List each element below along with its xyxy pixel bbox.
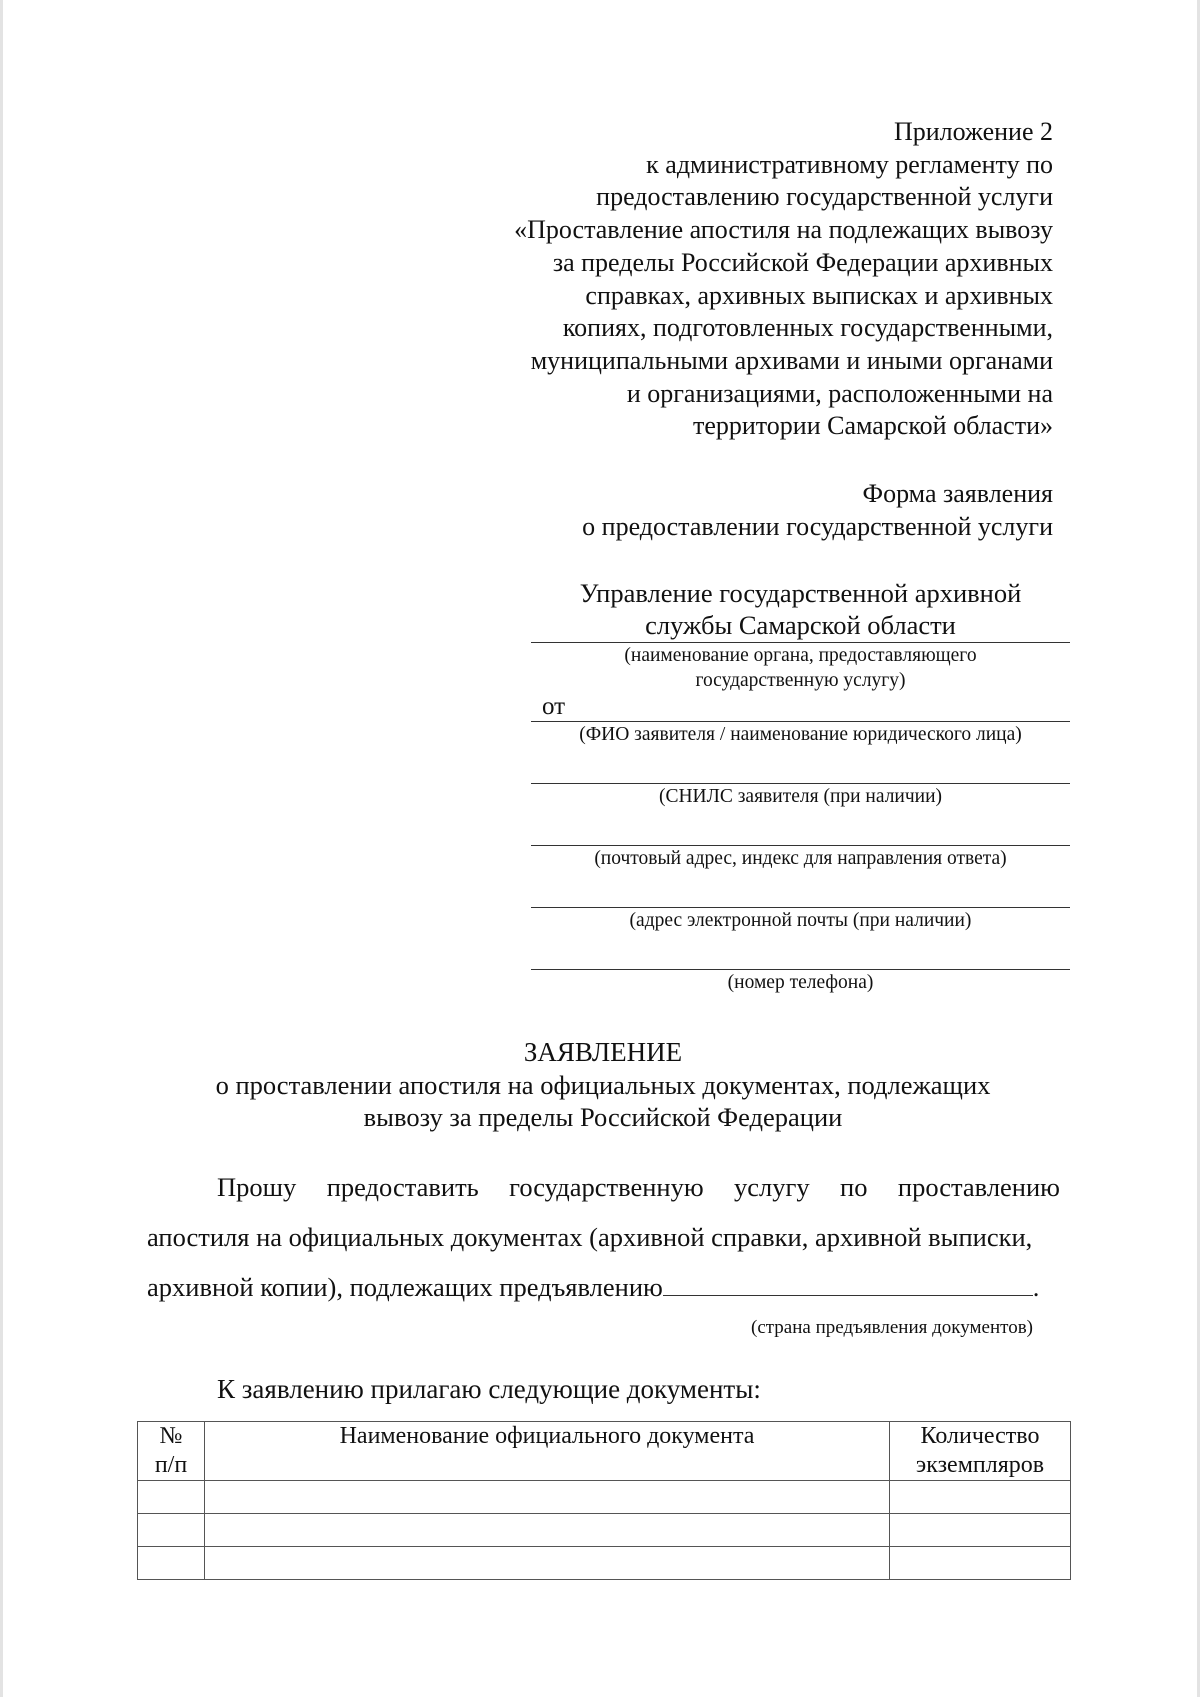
org-name-line2: службы Самарской области <box>645 610 956 640</box>
application-subtitle-line2: вывозу за пределы Российской Федерации <box>363 1102 843 1133</box>
cell-number[interactable] <box>138 1514 205 1547</box>
appendix-line: предоставлению государственной услуги <box>596 182 1053 212</box>
header-document-name: Наименование официального документа <box>205 1422 890 1481</box>
country-field[interactable] <box>663 1267 1033 1296</box>
postal-hint: (почтовый адрес, индекс для направления ответа) <box>594 848 1007 869</box>
request-line3 <box>147 1262 1060 1312</box>
cell-quantity[interactable] <box>890 1481 1071 1514</box>
applicant-hint: (ФИО заявителя / наименование юридического лица) <box>579 724 1022 745</box>
request-line3-text: архивной копии), подлежащих предъявлению <box>147 1272 663 1302</box>
request-line2: апостиля на официальных документах (архивной справки, архивной выписки, <box>147 1222 1033 1252</box>
appendix-header <box>413 116 1053 443</box>
table-row <box>138 1514 1071 1547</box>
table-header-row <box>138 1422 1071 1481</box>
form-title-line1: Форма заявления <box>862 479 1053 508</box>
request-paragraph <box>147 1162 1060 1312</box>
cell-quantity[interactable] <box>890 1514 1071 1547</box>
header-quantity <box>890 1422 1071 1481</box>
form-title <box>582 477 1053 543</box>
snils-hint: (СНИЛС заявителя (при наличии) <box>658 786 943 807</box>
email-field[interactable] <box>531 871 1070 907</box>
request-line1 <box>147 1162 1060 1212</box>
org-hint-line1: (наименование органа, предоставляющего <box>624 645 977 666</box>
org-name-line1: Управление государственной архивной <box>579 578 1022 608</box>
appendix-line: копиях, подготовленных государственными, <box>562 313 1053 343</box>
org-hint-line2: государственную услугу) <box>695 670 906 691</box>
documents-table <box>137 1421 1071 1580</box>
form-title-line2: о предоставлении государственной услуги <box>582 512 1053 541</box>
appendix-line: и организациями, расположенными на <box>626 378 1053 408</box>
application-subtitle-line1: о проставлении апостиля на официальных документах, подлежащих <box>215 1069 991 1100</box>
application-title: ЗАЯВЛЕНИЕ <box>523 1037 683 1067</box>
phone-hint: (номер телефона) <box>727 972 874 993</box>
request-word: Прошу <box>217 1172 297 1202</box>
application-heading <box>3 1036 1200 1134</box>
postal-address-field[interactable] <box>531 809 1070 845</box>
appendix-line: «Проставление апостиля на подлежащих вывозу <box>514 215 1053 245</box>
request-word: по <box>840 1172 868 1202</box>
country-hint: (страна предъявления документов) <box>751 1317 1033 1338</box>
email-hint: (адрес электронной почты (при наличии) <box>629 910 972 931</box>
recipient-block <box>531 577 1070 995</box>
snils-field[interactable] <box>531 747 1070 783</box>
applicant-field[interactable] <box>531 693 1070 721</box>
appendix-line: за пределы Российской Федерации архивных <box>552 247 1053 277</box>
attachments-intro: К заявлению прилагаю следующие документы: <box>217 1374 761 1404</box>
appendix-line: Приложение 2 <box>893 117 1053 146</box>
org-name <box>531 577 1070 642</box>
from-label: от <box>542 693 566 720</box>
cell-document-name[interactable] <box>205 1547 890 1580</box>
request-word: государственную <box>509 1172 704 1202</box>
request-word: предоставить <box>326 1172 479 1202</box>
appendix-line: территории Самарской области» <box>692 411 1053 441</box>
request-word: проставлению <box>897 1172 1060 1202</box>
table-row <box>138 1481 1071 1514</box>
request-word: услугу <box>734 1172 810 1202</box>
cell-number[interactable] <box>138 1547 205 1580</box>
header-quantity-line2: экземпляров <box>915 1452 1045 1478</box>
appendix-line: к административному регламенту по <box>646 149 1053 179</box>
header-number-line1: № <box>159 1423 183 1449</box>
header-number-line2: п/п <box>154 1452 188 1478</box>
header-quantity-line1: Количество <box>920 1423 1040 1449</box>
table-row <box>138 1547 1071 1580</box>
phone-field[interactable] <box>531 933 1070 969</box>
request-line3-end: . <box>1032 1272 1040 1302</box>
cell-document-name[interactable] <box>205 1481 890 1514</box>
header-number <box>138 1422 205 1481</box>
cell-number[interactable] <box>138 1481 205 1514</box>
appendix-line: справках, архивных выписках и архивных <box>585 280 1053 310</box>
cell-quantity[interactable] <box>890 1547 1071 1580</box>
cell-document-name[interactable] <box>205 1514 890 1547</box>
appendix-line: муниципальными архивами и иными органами <box>530 345 1053 375</box>
